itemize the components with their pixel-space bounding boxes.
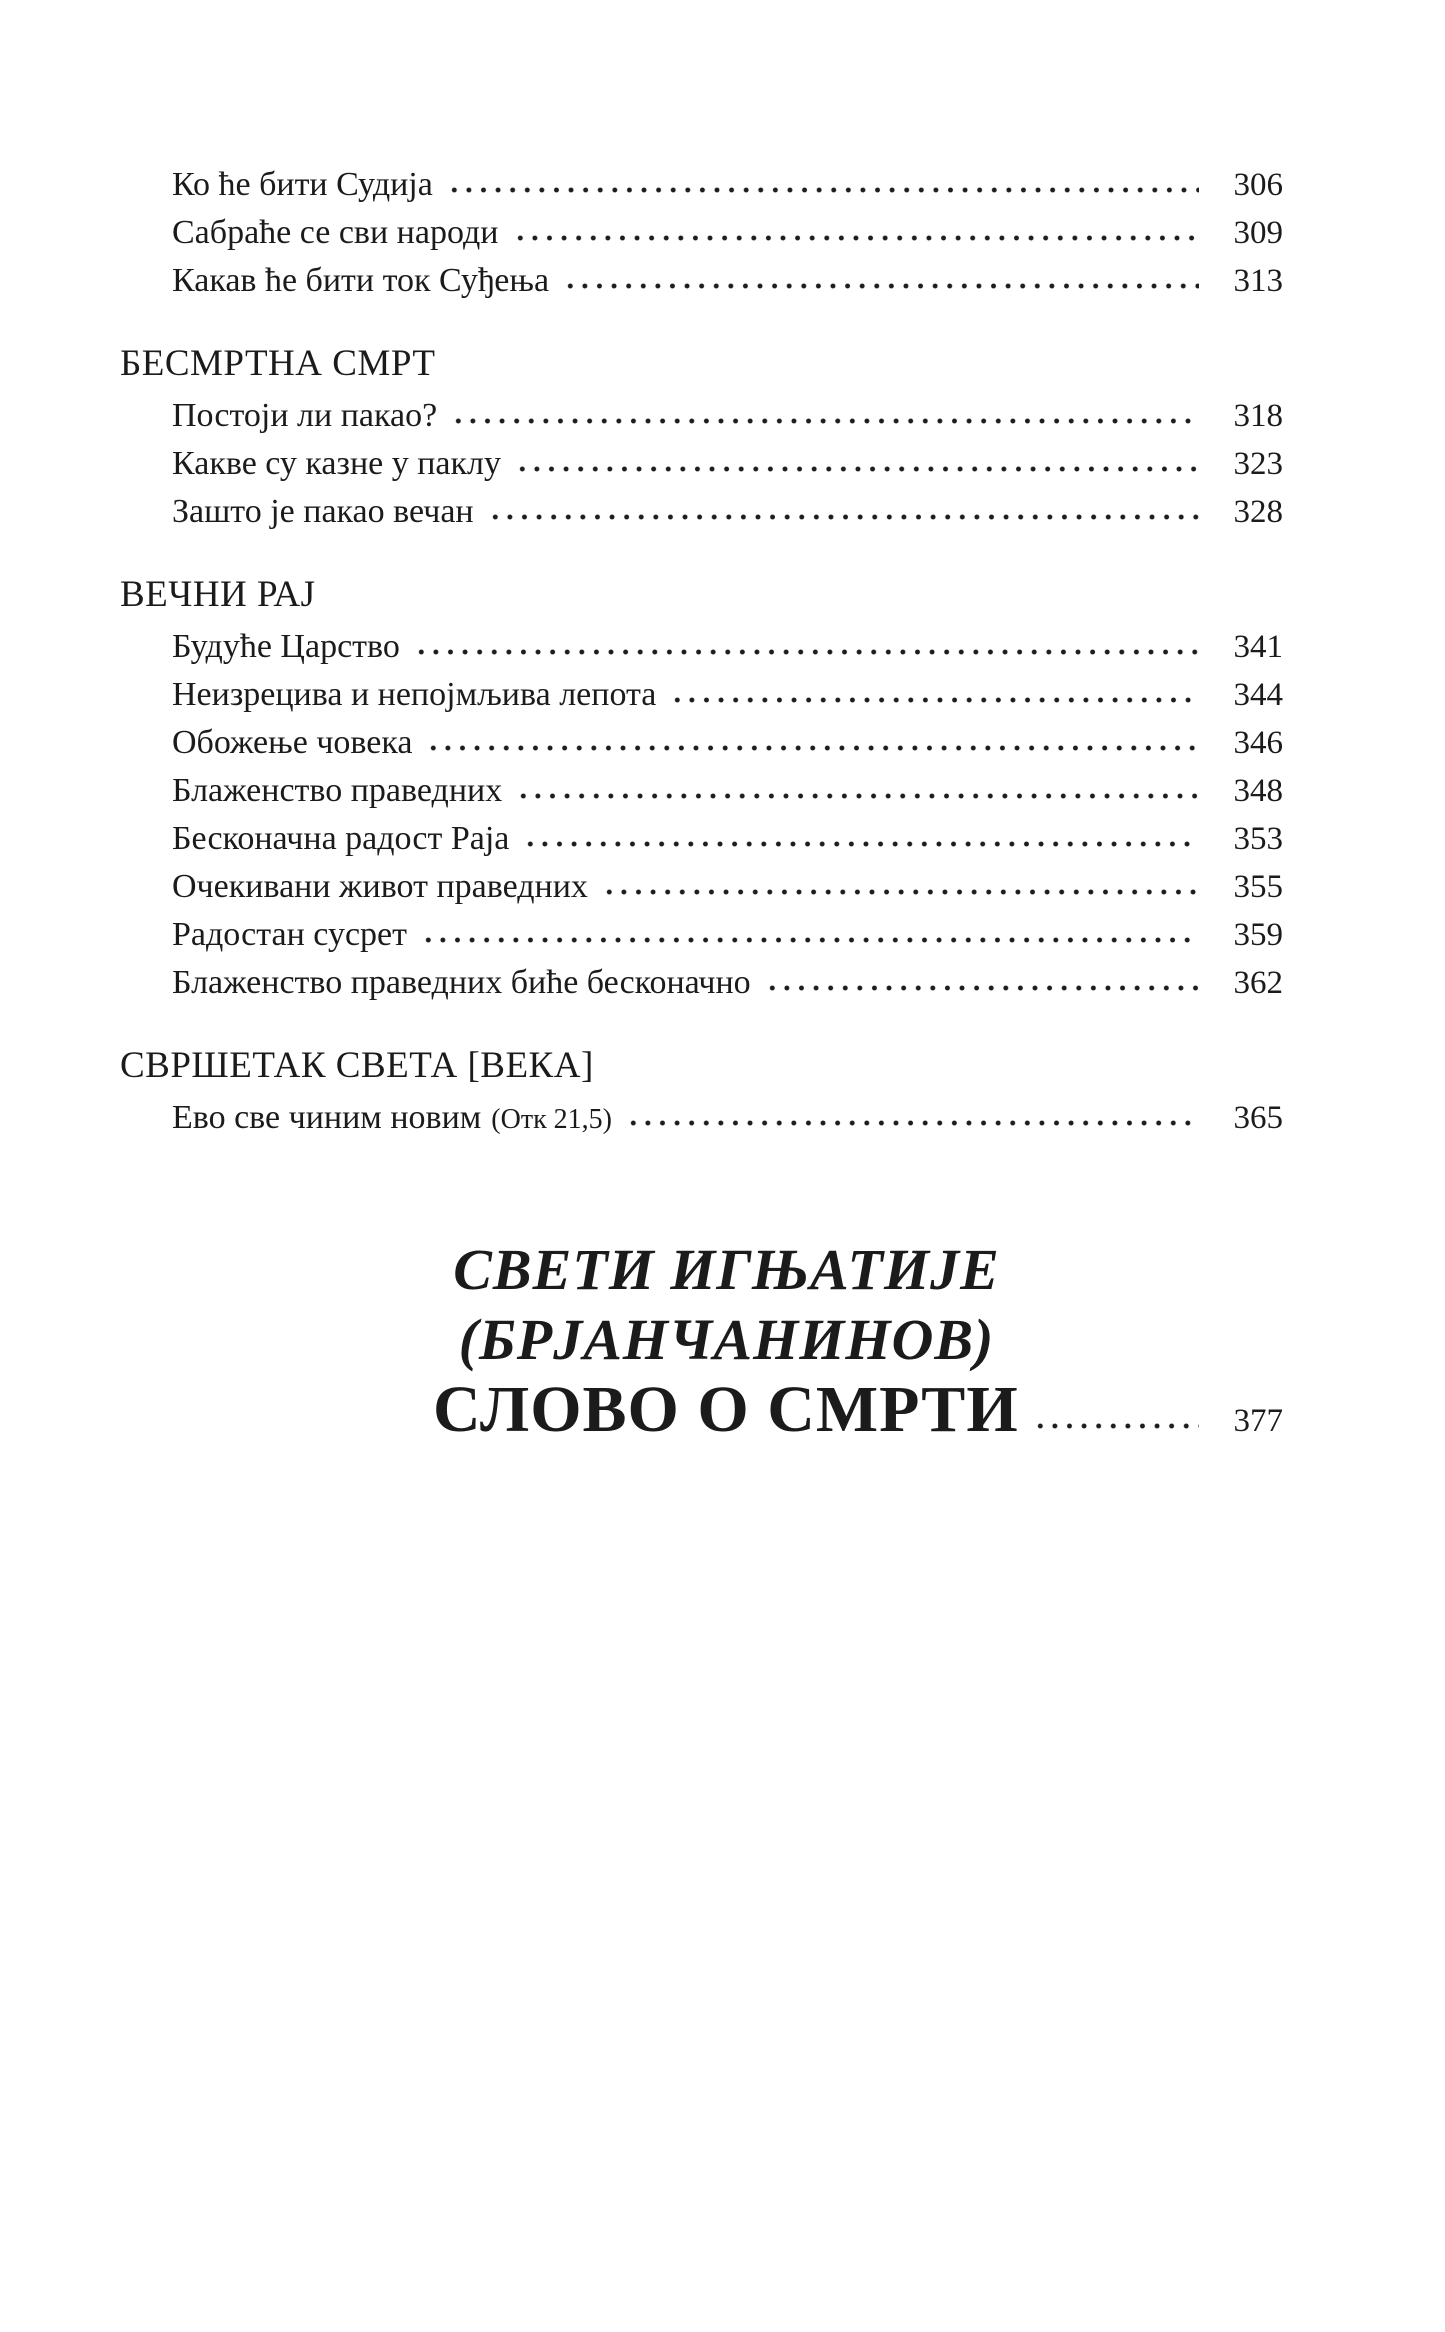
toc-item-label: Будуће Царство xyxy=(172,628,400,665)
toc-row xyxy=(120,911,1283,959)
section-heading: ВЕЧНИ РАЈ xyxy=(120,574,316,615)
toc-item-label: Бесконачна радост Раја xyxy=(172,820,510,857)
toc-item-page-number: 313 xyxy=(1233,263,1283,299)
appendix-page-number: 377 xyxy=(1233,1403,1283,1439)
toc-item-label: Зашто је пакао вечан xyxy=(172,493,474,530)
section-heading: СВРШЕТАК СВЕТА [ВЕКА] xyxy=(120,1045,594,1086)
appendix-title-row xyxy=(170,1375,1283,1445)
dotted-leader xyxy=(1033,1421,1199,1431)
dotted-leader xyxy=(488,512,1199,522)
toc-row xyxy=(120,623,1283,671)
toc-item-label: Блаженство праведних биће бесконачно xyxy=(172,964,751,1001)
toc-row xyxy=(120,209,1283,257)
toc-item-page-number: 359 xyxy=(1233,917,1283,953)
dotted-leader xyxy=(513,233,1200,243)
appendix-entry xyxy=(120,1235,1283,1445)
toc-row xyxy=(120,671,1283,719)
toc-item-page-number: 323 xyxy=(1233,446,1283,482)
toc-row xyxy=(120,161,1283,209)
toc-row xyxy=(120,959,1283,1007)
dotted-leader xyxy=(523,839,1199,849)
toc-item-page-number: 365 xyxy=(1233,1100,1283,1136)
toc-item-page-number: 309 xyxy=(1233,215,1283,251)
dotted-leader xyxy=(670,695,1199,705)
toc-item-label: Сабраће се сви народи xyxy=(172,214,499,251)
toc-item-label: Неизрецива и непојмљива лепота xyxy=(172,676,657,713)
appendix-author-line-2: (БРЈАНЧАНИНОВ) xyxy=(458,1307,995,1372)
toc-item-page-number: 362 xyxy=(1233,965,1283,1001)
toc-row xyxy=(120,1094,1283,1142)
toc-item-label: Радостан сусрет xyxy=(172,916,407,953)
toc-row xyxy=(120,767,1283,815)
dotted-leader xyxy=(602,887,1199,897)
toc-row xyxy=(120,488,1283,536)
dotted-leader xyxy=(414,647,1199,657)
toc-item-page-number: 355 xyxy=(1233,869,1283,905)
toc-item-label: Очекивани живот праведних xyxy=(172,868,588,905)
toc-row xyxy=(120,719,1283,767)
toc-item-page-number: 318 xyxy=(1233,398,1283,434)
dotted-leader xyxy=(515,464,1199,474)
appendix-author-line-1: СВЕТИ ИГЊАТИЈЕ xyxy=(453,1237,1000,1302)
toc-item-label: Какве су казне у паклу xyxy=(172,445,502,482)
dotted-leader xyxy=(563,281,1199,291)
toc-row xyxy=(120,863,1283,911)
toc-item-page-number: 306 xyxy=(1233,167,1283,203)
toc-row xyxy=(120,392,1283,440)
toc-item-label: Ево све чиним новим xyxy=(172,1099,482,1136)
toc-item-page-number: 348 xyxy=(1233,773,1283,809)
toc-item-label: Ко ће бити Судија xyxy=(172,166,433,203)
section-heading: БЕСМРТНА СМРТ xyxy=(120,343,436,384)
toc-item-label: Постоји ли пакао? xyxy=(172,397,438,434)
toc-item-page-number: 346 xyxy=(1233,725,1283,761)
toc-item-page-number: 344 xyxy=(1233,677,1283,713)
toc-item-label: Обожење човека xyxy=(172,724,413,761)
table-of-contents xyxy=(120,161,1283,1445)
dotted-leader xyxy=(447,185,1199,195)
toc-list xyxy=(120,161,1283,1142)
toc-item-page-number: 341 xyxy=(1233,629,1283,665)
toc-row xyxy=(120,440,1283,488)
dotted-leader xyxy=(516,791,1199,801)
appendix-title: СЛОВО О СМРТИ xyxy=(433,1373,1019,1446)
dotted-leader xyxy=(426,743,1199,753)
dotted-leader xyxy=(451,416,1199,426)
dotted-leader xyxy=(421,935,1199,945)
toc-item-label: Какав ће бити ток Суђења xyxy=(172,262,550,299)
toc-item-page-number: 353 xyxy=(1233,821,1283,857)
toc-item-page-number: 328 xyxy=(1233,494,1283,530)
dotted-leader xyxy=(626,1118,1199,1128)
dotted-leader xyxy=(765,983,1199,993)
toc-row xyxy=(120,257,1283,305)
toc-item-reference: (Отк 21,5) xyxy=(491,1104,613,1135)
toc-item-label: Блаженство праведних xyxy=(172,772,503,809)
toc-row xyxy=(120,815,1283,863)
